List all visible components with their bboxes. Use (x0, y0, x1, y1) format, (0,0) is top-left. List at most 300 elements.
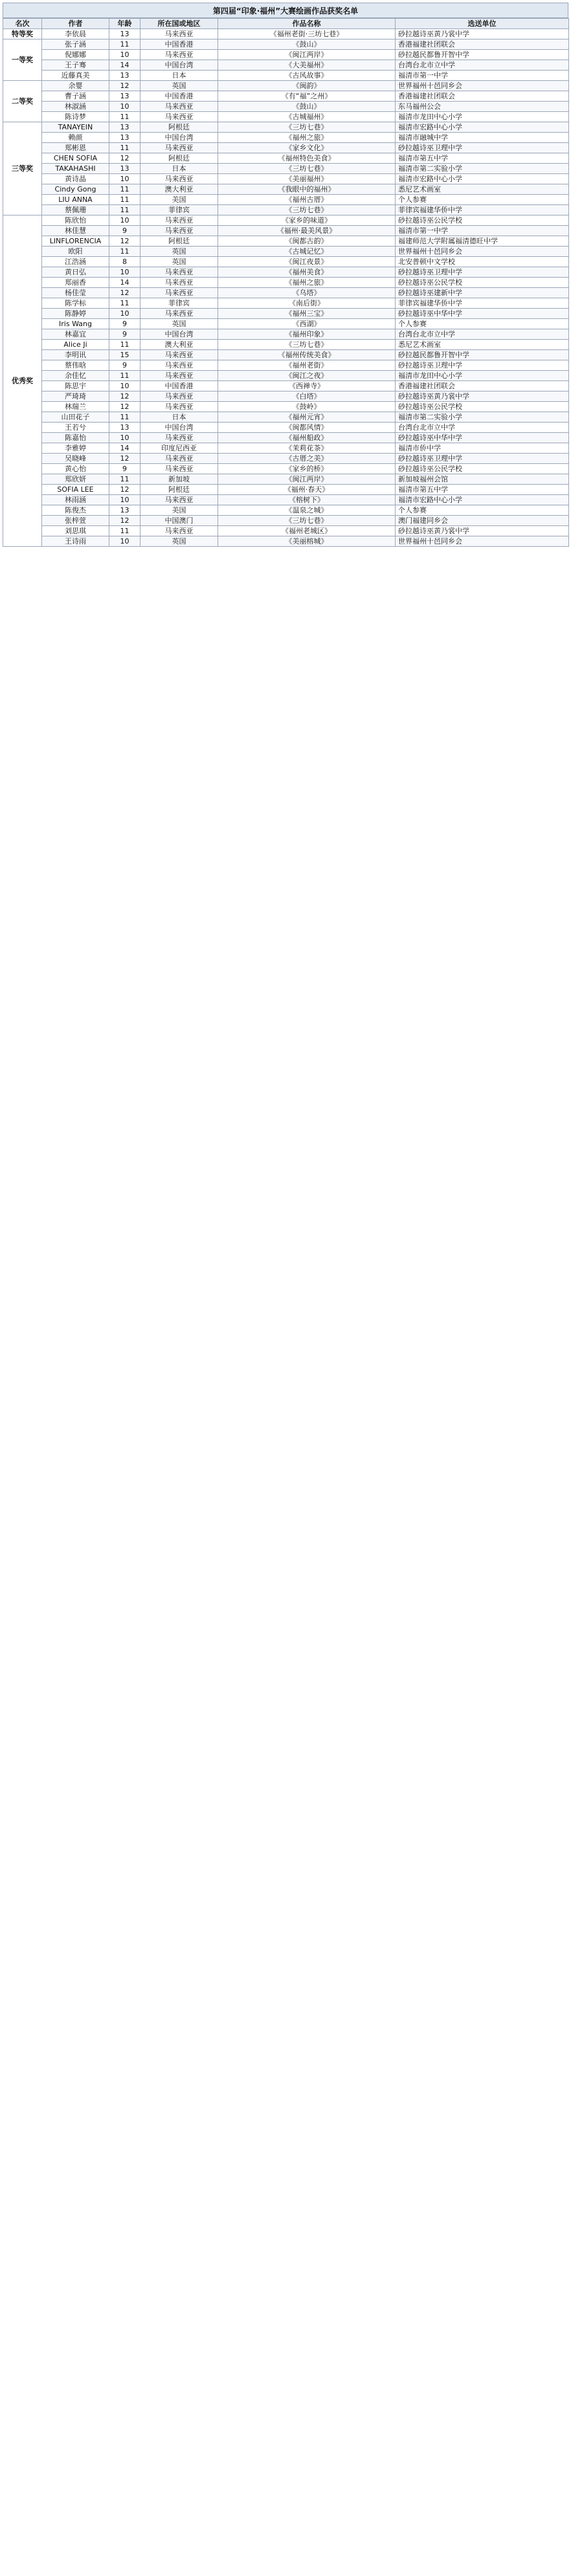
work-title-cell: 《鼓山》 (218, 39, 396, 50)
work-title-cell: 《三坊七巷》 (218, 122, 396, 133)
author-cell: 郑彬恩 (42, 143, 109, 153)
author-cell: LIU ANNA (42, 195, 109, 205)
table-row (3, 381, 569, 391)
work-title-cell: 《古厝之美》 (218, 454, 396, 464)
age-cell: 10 (109, 102, 140, 112)
work-title-cell: 《家乡的味道》 (218, 215, 396, 226)
school-cell: 砂拉越诗巫黄乃裳中学 (396, 29, 569, 39)
age-cell: 14 (109, 443, 140, 454)
school-cell: 福清市龙田中心小学 (396, 112, 569, 122)
work-title-cell: 《我眼中的福州》 (218, 184, 396, 195)
work-title-cell: 《闽韵》 (218, 81, 396, 91)
author-cell: 李依晨 (42, 29, 109, 39)
work-title-cell: 《福州船政》 (218, 433, 396, 443)
table-row (3, 278, 569, 288)
country-cell: 英国 (140, 257, 218, 267)
age-cell: 12 (109, 391, 140, 402)
author-cell: 陈学标 (42, 298, 109, 309)
country-cell: 马来西亚 (140, 391, 218, 402)
age-cell: 13 (109, 505, 140, 516)
work-title-cell: 《福州之旅》 (218, 278, 396, 288)
school-cell: 砂拉越诗巫卫理中学 (396, 360, 569, 371)
work-title-cell: 《福州·春天》 (218, 485, 396, 495)
author-cell: Iris Wang (42, 319, 109, 329)
table-row (3, 464, 569, 474)
table-row (3, 412, 569, 423)
table-row (3, 236, 569, 247)
country-cell: 中国香港 (140, 39, 218, 50)
country-cell: 马来西亚 (140, 112, 218, 122)
age-cell: 11 (109, 143, 140, 153)
school-cell: 北安普顿中文学校 (396, 257, 569, 267)
school-cell: 福清市第二实验小学 (396, 412, 569, 423)
work-title-cell: 《三坊七巷》 (218, 164, 396, 174)
country-cell: 日本 (140, 164, 218, 174)
work-title-cell: 《福州古厝》 (218, 195, 396, 205)
work-title-cell: 《家乡文化》 (218, 143, 396, 153)
country-cell: 中国台湾 (140, 423, 218, 433)
age-cell: 11 (109, 205, 140, 215)
school-cell: 福清市宏路中心小学 (396, 495, 569, 505)
award-level-cell: 一等奖 (3, 39, 42, 81)
country-cell: 中国台湾 (140, 133, 218, 143)
author-cell: 林瑞兰 (42, 402, 109, 412)
age-cell: 12 (109, 485, 140, 495)
table-row (3, 164, 569, 174)
age-cell: 12 (109, 402, 140, 412)
author-cell: CHEN SOFIA (42, 153, 109, 164)
school-cell: 世界福州十邑同乡会 (396, 536, 569, 547)
work-title-cell: 《福州之旅》 (218, 133, 396, 143)
author-cell: 近藤真美 (42, 71, 109, 81)
author-cell: 张梓萱 (42, 516, 109, 526)
age-cell: 11 (109, 474, 140, 485)
table-row (3, 226, 569, 236)
table-row (3, 391, 569, 402)
age-cell: 9 (109, 319, 140, 329)
work-title-cell: 《鼓岭》 (218, 402, 396, 412)
sheet-title: 第四届“印象·福州”大赛绘画作品获奖名单 (3, 3, 568, 18)
author-cell: TAKAHASHI (42, 164, 109, 174)
age-cell: 9 (109, 464, 140, 474)
school-cell: 福清市第一中学 (396, 71, 569, 81)
country-cell: 英国 (140, 536, 218, 547)
country-cell: 马来西亚 (140, 143, 218, 153)
table-row (3, 39, 569, 50)
age-cell: 14 (109, 60, 140, 71)
country-cell: 马来西亚 (140, 371, 218, 381)
table-row (3, 29, 569, 39)
work-title-cell: 《福州印象》 (218, 329, 396, 340)
work-title-cell: 《福州老街》 (218, 360, 396, 371)
school-cell: 台湾台北市立中学 (396, 329, 569, 340)
country-cell: 马来西亚 (140, 288, 218, 298)
table-row (3, 215, 569, 226)
school-cell: 砂拉越诗巫建新中学 (396, 288, 569, 298)
school-cell: 东马福州公会 (396, 102, 569, 112)
country-cell: 马来西亚 (140, 309, 218, 319)
country-cell: 阿根廷 (140, 122, 218, 133)
work-title-cell: 《美丽榕城》 (218, 536, 396, 547)
school-cell: 砂拉越民都鲁开智中学 (396, 350, 569, 360)
author-cell: 江浩涵 (42, 257, 109, 267)
work-title-cell: 《古城记忆》 (218, 247, 396, 257)
table-row (3, 205, 569, 215)
school-cell: 澳门福建同乡会 (396, 516, 569, 526)
country-cell: 美国 (140, 195, 218, 205)
header-school: 选送单位 (396, 19, 569, 29)
table-row (3, 122, 569, 133)
author-cell: 王诗雨 (42, 536, 109, 547)
age-cell: 11 (109, 195, 140, 205)
age-cell: 11 (109, 184, 140, 195)
age-cell: 13 (109, 71, 140, 81)
work-title-cell: 《闽江之夜》 (218, 371, 396, 381)
author-cell: 赖颜 (42, 133, 109, 143)
age-cell: 12 (109, 236, 140, 247)
header-author: 作者 (42, 19, 109, 29)
table-header (3, 19, 569, 29)
age-cell: 10 (109, 267, 140, 278)
award-level-cell: 二等奖 (3, 81, 42, 122)
age-cell: 11 (109, 247, 140, 257)
country-cell: 马来西亚 (140, 402, 218, 412)
country-cell: 中国台湾 (140, 60, 218, 71)
school-cell: 砂拉越诗巫中华中学 (396, 309, 569, 319)
country-cell: 马来西亚 (140, 102, 218, 112)
author-cell: 山田花子 (42, 412, 109, 423)
work-title-cell: 《福州元宵》 (218, 412, 396, 423)
age-cell: 12 (109, 81, 140, 91)
author-cell: 刘思琪 (42, 526, 109, 536)
age-cell: 10 (109, 50, 140, 60)
work-title-cell: 《福州特色美食》 (218, 153, 396, 164)
school-cell: 世界福州十邑同乡会 (396, 247, 569, 257)
author-cell: 陈静婷 (42, 309, 109, 319)
award-level-cell: 三等奖 (3, 122, 42, 215)
table-row (3, 536, 569, 547)
author-cell: 李明讯 (42, 350, 109, 360)
work-title-cell: 《家乡的桥》 (218, 464, 396, 474)
school-cell: 悉尼艺术画室 (396, 340, 569, 350)
school-cell: 砂拉越诗巫公民学校 (396, 464, 569, 474)
age-cell: 13 (109, 29, 140, 39)
award-table (3, 18, 569, 547)
school-cell: 菲律宾福建华侨中学 (396, 298, 569, 309)
table-row (3, 454, 569, 464)
country-cell: 马来西亚 (140, 267, 218, 278)
work-title-cell: 《乌塔》 (218, 288, 396, 298)
school-cell: 福清市第五中学 (396, 153, 569, 164)
work-title-cell: 《福州·最美风景》 (218, 226, 396, 236)
age-cell: 8 (109, 257, 140, 267)
work-title-cell: 《福州传统美食》 (218, 350, 396, 360)
table-row (3, 423, 569, 433)
table-row (3, 71, 569, 81)
school-cell: 砂拉越诗巫卫理中学 (396, 454, 569, 464)
author-cell: 欧阳 (42, 247, 109, 257)
work-title-cell: 《温泉之城》 (218, 505, 396, 516)
school-cell: 福清市宏路中心小学 (396, 174, 569, 184)
header-row (3, 19, 569, 29)
age-cell: 9 (109, 360, 140, 371)
author-cell: 吴晓峰 (42, 454, 109, 464)
work-title-cell: 《鼓山》 (218, 102, 396, 112)
country-cell: 中国台湾 (140, 329, 218, 340)
author-cell: Alice Ji (42, 340, 109, 350)
school-cell: 福清市第五中学 (396, 485, 569, 495)
work-title-cell: 《大美福州》 (218, 60, 396, 71)
country-cell: 马来西亚 (140, 526, 218, 536)
school-cell: 个人参赛 (396, 505, 569, 516)
country-cell: 中国香港 (140, 91, 218, 102)
country-cell: 马来西亚 (140, 454, 218, 464)
work-title-cell: 《闽都古韵》 (218, 236, 396, 247)
work-title-cell: 《美丽福州》 (218, 174, 396, 184)
school-cell: 个人参赛 (396, 195, 569, 205)
country-cell: 马来西亚 (140, 29, 218, 39)
country-cell: 阿根廷 (140, 485, 218, 495)
school-cell: 悉尼艺术画室 (396, 184, 569, 195)
author-cell: 王子骞 (42, 60, 109, 71)
work-title-cell: 《古风故事》 (218, 71, 396, 81)
author-cell: Cindy Gong (42, 184, 109, 195)
country-cell: 菲律宾 (140, 298, 218, 309)
header-work-title: 作品名称 (218, 19, 396, 29)
author-cell: 林淑涵 (42, 102, 109, 112)
school-cell: 福清市龙田中心小学 (396, 371, 569, 381)
school-cell: 台湾台北市立中学 (396, 423, 569, 433)
work-title-cell: 《三坊七巷》 (218, 340, 396, 350)
school-cell: 砂拉越诗巫公民学校 (396, 215, 569, 226)
country-cell: 美国 (140, 505, 218, 516)
table-row (3, 443, 569, 454)
table-row (3, 91, 569, 102)
school-cell: 福清市宏路中心小学 (396, 122, 569, 133)
author-cell: 倪娜娜 (42, 50, 109, 60)
country-cell: 马来西亚 (140, 50, 218, 60)
school-cell: 菲律宾福建华侨中学 (396, 205, 569, 215)
table-row (3, 267, 569, 278)
country-cell: 阿根廷 (140, 236, 218, 247)
table-row (3, 309, 569, 319)
table-row (3, 526, 569, 536)
author-cell: 余婴 (42, 81, 109, 91)
header-age: 年龄 (109, 19, 140, 29)
country-cell: 澳大利亚 (140, 340, 218, 350)
author-cell: SOFIA LEE (42, 485, 109, 495)
author-cell: 黄日弘 (42, 267, 109, 278)
author-cell: 王若兮 (42, 423, 109, 433)
country-cell: 英国 (140, 81, 218, 91)
table-row (3, 485, 569, 495)
author-cell: 黄心怡 (42, 464, 109, 474)
age-cell: 13 (109, 133, 140, 143)
age-cell: 15 (109, 350, 140, 360)
header-award: 名次 (3, 19, 42, 29)
school-cell: 福建师范大学附属福清德旺中学 (396, 236, 569, 247)
country-cell: 中国香港 (140, 381, 218, 391)
school-cell: 砂拉越民都鲁开智中学 (396, 50, 569, 60)
table-row (3, 505, 569, 516)
age-cell: 13 (109, 423, 140, 433)
age-cell: 10 (109, 381, 140, 391)
age-cell: 9 (109, 329, 140, 340)
author-cell: 曹子涵 (42, 91, 109, 102)
country-cell: 马来西亚 (140, 174, 218, 184)
school-cell: 砂拉越诗巫卫理中学 (396, 267, 569, 278)
table-row (3, 184, 569, 195)
age-cell: 11 (109, 39, 140, 50)
author-cell: 陈欣怡 (42, 215, 109, 226)
age-cell: 9 (109, 226, 140, 236)
age-cell: 12 (109, 516, 140, 526)
school-cell: 砂拉越诗巫黄乃裳中学 (396, 526, 569, 536)
table-row (3, 319, 569, 329)
school-cell: 台湾台北市立中学 (396, 60, 569, 71)
author-cell: 杨佳莹 (42, 288, 109, 298)
school-cell: 香港福建社团联会 (396, 91, 569, 102)
work-title-cell: 《西禅寺》 (218, 381, 396, 391)
table-row (3, 153, 569, 164)
school-cell: 新加坡福州会馆 (396, 474, 569, 485)
work-title-cell: 《福州美食》 (218, 267, 396, 278)
age-cell: 13 (109, 164, 140, 174)
school-cell: 砂拉越诗巫公民学校 (396, 402, 569, 412)
country-cell: 英国 (140, 247, 218, 257)
author-cell: 陈诗梦 (42, 112, 109, 122)
table-row (3, 340, 569, 350)
age-cell: 12 (109, 288, 140, 298)
table-row (3, 133, 569, 143)
country-cell: 马来西亚 (140, 215, 218, 226)
work-title-cell: 《榕树下》 (218, 495, 396, 505)
author-cell: 余佳忆 (42, 371, 109, 381)
work-title-cell: 《三坊七巷》 (218, 516, 396, 526)
age-cell: 12 (109, 454, 140, 464)
author-cell: 蔡伟晗 (42, 360, 109, 371)
age-cell: 10 (109, 309, 140, 319)
table-row (3, 195, 569, 205)
work-title-cell: 《古城福州》 (218, 112, 396, 122)
table-row (3, 288, 569, 298)
table-row (3, 516, 569, 526)
author-cell: 陈嘉怡 (42, 433, 109, 443)
country-cell: 英国 (140, 319, 218, 329)
author-cell: TANAYEIN (42, 122, 109, 133)
table-row (3, 174, 569, 184)
age-cell: 10 (109, 433, 140, 443)
country-cell: 中国澳门 (140, 516, 218, 526)
country-cell: 阿根廷 (140, 153, 218, 164)
country-cell: 马来西亚 (140, 360, 218, 371)
school-cell: 香港福建社团联会 (396, 39, 569, 50)
age-cell: 14 (109, 278, 140, 288)
table-row (3, 350, 569, 360)
work-title-cell: 《闽江两岸》 (218, 50, 396, 60)
table-body (3, 29, 569, 547)
age-cell: 12 (109, 153, 140, 164)
table-row (3, 402, 569, 412)
table-row (3, 433, 569, 443)
author-cell: 蔡佩珊 (42, 205, 109, 215)
work-title-cell: 《闽江夜景》 (218, 257, 396, 267)
table-row (3, 60, 569, 71)
author-cell: 林嘉宜 (42, 329, 109, 340)
age-cell: 10 (109, 215, 140, 226)
author-cell: 郑欣妍 (42, 474, 109, 485)
award-level-cell: 优秀奖 (3, 215, 42, 547)
author-cell: 林佳慧 (42, 226, 109, 236)
school-cell: 香港福建社团联会 (396, 381, 569, 391)
table-row (3, 474, 569, 485)
school-cell: 砂拉越诗巫卫理中学 (396, 143, 569, 153)
work-title-cell: 《有“福”之州》 (218, 91, 396, 102)
school-cell: 砂拉越诗巫公民学校 (396, 278, 569, 288)
age-cell: 11 (109, 112, 140, 122)
age-cell: 11 (109, 412, 140, 423)
table-row (3, 371, 569, 381)
author-cell: 陈思宇 (42, 381, 109, 391)
country-cell: 马来西亚 (140, 226, 218, 236)
age-cell: 10 (109, 495, 140, 505)
author-cell: 郑丽香 (42, 278, 109, 288)
school-cell: 砂拉越诗巫中华中学 (396, 433, 569, 443)
author-cell: LINFLORENCIA (42, 236, 109, 247)
award-list-sheet (3, 3, 568, 547)
table-row (3, 50, 569, 60)
work-title-cell: 《福州三宝》 (218, 309, 396, 319)
country-cell: 印度尼西亚 (140, 443, 218, 454)
work-title-cell: 《福州老街·三坊七巷》 (218, 29, 396, 39)
work-title-cell: 《西湖》 (218, 319, 396, 329)
table-row (3, 81, 569, 91)
age-cell: 10 (109, 174, 140, 184)
age-cell: 11 (109, 526, 140, 536)
country-cell: 菲律宾 (140, 205, 218, 215)
table-row (3, 257, 569, 267)
table-row (3, 360, 569, 371)
work-title-cell: 《闽都风情》 (218, 423, 396, 433)
country-cell: 澳大利亚 (140, 184, 218, 195)
age-cell: 11 (109, 340, 140, 350)
country-cell: 马来西亚 (140, 278, 218, 288)
author-cell: 严琦琦 (42, 391, 109, 402)
work-title-cell: 《南后街》 (218, 298, 396, 309)
country-cell: 日本 (140, 412, 218, 423)
country-cell: 新加坡 (140, 474, 218, 485)
school-cell: 福清市第二实验小学 (396, 164, 569, 174)
age-cell: 10 (109, 536, 140, 547)
school-cell: 砂拉越诗巫黄乃裳中学 (396, 391, 569, 402)
age-cell: 13 (109, 122, 140, 133)
table-row (3, 102, 569, 112)
work-title-cell: 《茉莉花茶》 (218, 443, 396, 454)
table-row (3, 298, 569, 309)
award-level-cell: 特等奖 (3, 29, 42, 39)
school-cell: 福清市第一中学 (396, 226, 569, 236)
work-title-cell: 《闽江两岸》 (218, 474, 396, 485)
header-country: 所在国或地区 (140, 19, 218, 29)
school-cell: 福清市融城中学 (396, 133, 569, 143)
author-cell: 李雅婷 (42, 443, 109, 454)
work-title-cell: 《三坊七巷》 (218, 205, 396, 215)
table-row (3, 329, 569, 340)
age-cell: 13 (109, 91, 140, 102)
author-cell: 张子涵 (42, 39, 109, 50)
age-cell: 11 (109, 371, 140, 381)
work-title-cell: 《福州老城区》 (218, 526, 396, 536)
